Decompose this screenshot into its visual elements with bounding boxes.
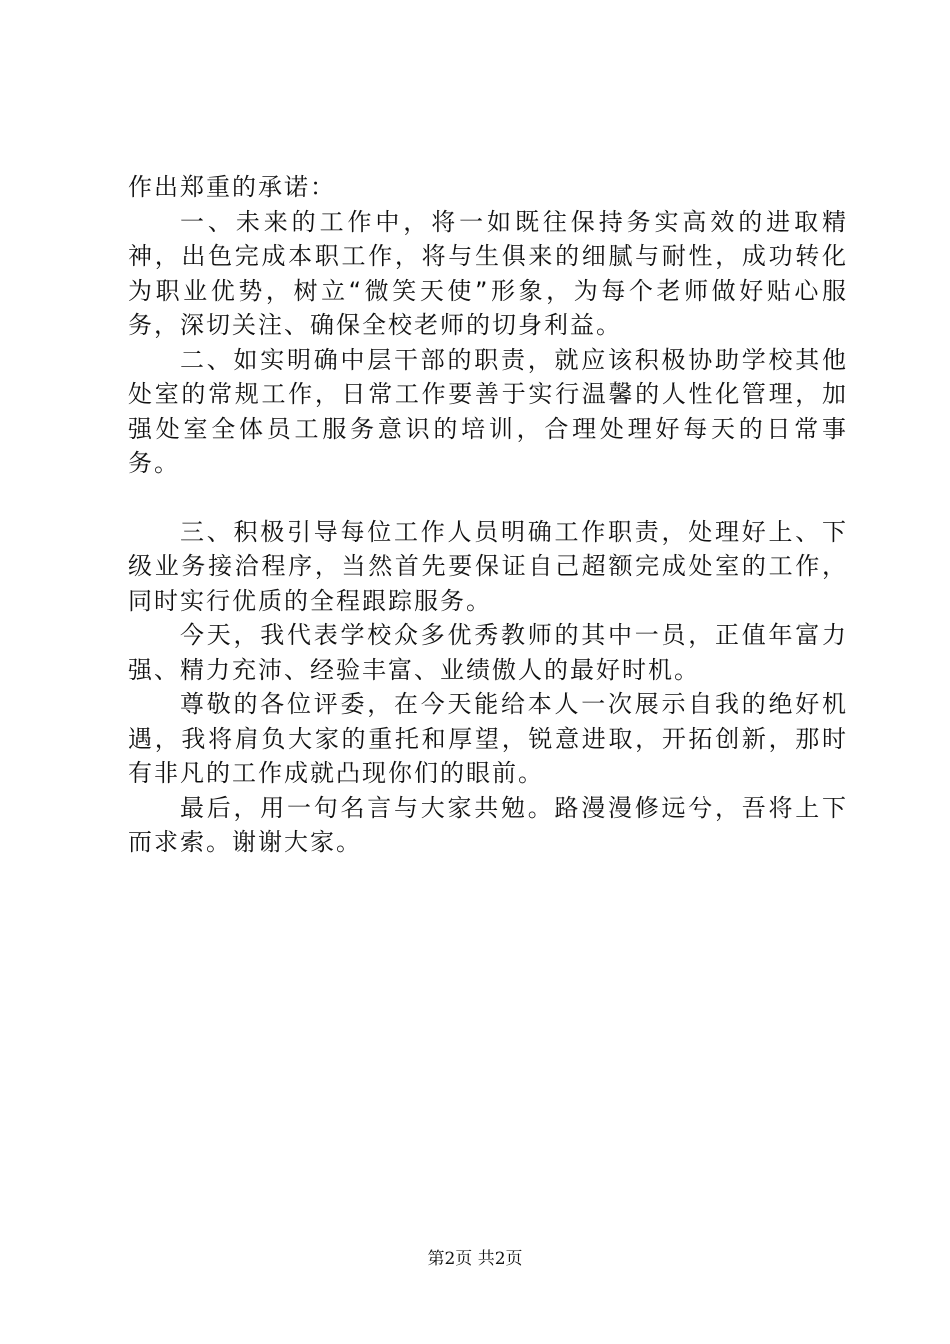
paragraph-closing: 最后，用一句名言与大家共勉。路漫漫修远兮，吾将上下而求索。谢谢大家。: [128, 793, 848, 856]
paragraph-opening: 作出郑重的承诺：: [128, 173, 336, 201]
paragraph-pledge-three: 三、积极引导每位工作人员明确工作职责，处理好上、下级业务接洽程序，当然首先要保证自己超额完成处室的工作，同时实行优质的全程跟踪服务。: [128, 517, 848, 615]
paragraph-today: 今天，我代表学校众多优秀教师的其中一员，正值年富力强、精力充沛、经验丰富、业绩傲人的最好时机。: [128, 621, 848, 684]
paragraph-judges: 尊敬的各位评委，在今天能给本人一次展示自我的绝好机遇，我将肩负大家的重托和厚望，锐意进取，开拓创新，那时有非凡的工作成就凸现你们的眼前。: [128, 690, 848, 787]
paragraph-pledge-one: 一、未来的工作中，将一如既往保持务实高效的进取精神，出色完成本职工作，将与生俱来的细腻与耐性，成功转化为职业优势，树立“微笑天使”形象，为每个老师做好贴心服务，深切关注、确保全校老师的切身利益。: [128, 207, 848, 339]
document-body: [128, 170, 848, 860]
paragraph-pledge-two: 二、如实明确中层干部的职责，就应该积极协助学校其他处室的常规工作，日常工作要善于实行温馨的人性化管理，加强处室全体员工服务意识的培训，合理处理好每天的日常事务。: [128, 345, 848, 477]
page-number-footer: 第2页 共2页: [427, 1249, 523, 1269]
